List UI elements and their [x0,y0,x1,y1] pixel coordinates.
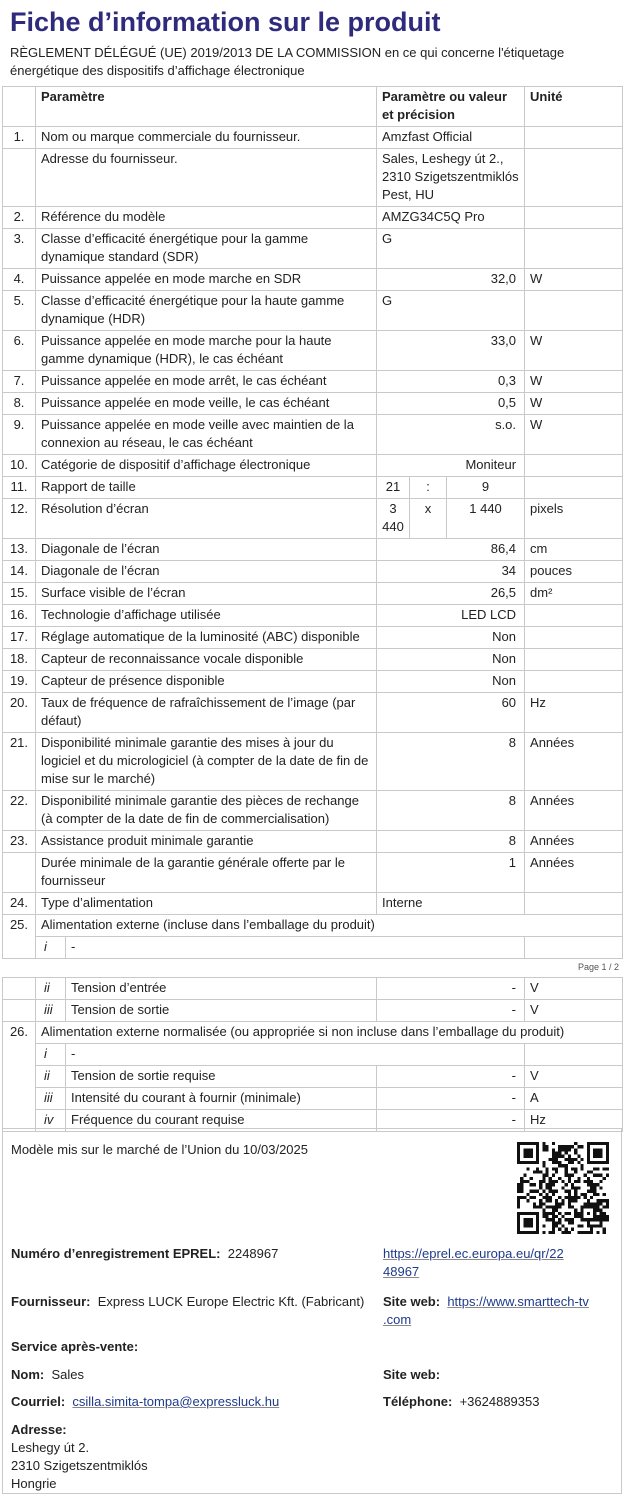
header-num [3,87,36,127]
table-row [3,1088,623,1110]
contact-address [11,1421,148,1493]
row-unit [525,229,623,269]
header-parameter: Paramètre [36,87,377,127]
row-value: 33,0 [377,331,525,371]
row-number: 15. [3,583,36,605]
address-line-2: 2310 Szigetszentmiklós [11,1458,148,1473]
row-number: 19. [3,671,36,693]
row-value: AMZG34C5Q Pro [377,207,525,229]
row-unit: W [525,331,623,371]
contact-phone [383,1393,539,1411]
page-title: Fiche d’information sur le produit [10,7,441,37]
table-row [3,605,623,627]
table-row [3,733,623,791]
row-value: - [377,978,525,1000]
table-row [3,269,623,291]
sub-index: ii [36,978,66,1000]
row-parameter: Disponibilité minimale garantie des mises à jour du logiciel et du micrologiciel (à compter de la date de fin de mise sur le marché) [36,733,377,791]
row-unit [525,1044,623,1066]
table-row [3,853,623,893]
row-unit: Années [525,791,623,831]
row-number: 20. [3,693,36,733]
row-unit [525,605,623,627]
row-unit: dm² [525,583,623,605]
row-parameter: Catégorie de dispositif d’affichage électronique [36,455,377,477]
table-row [3,393,623,415]
page-number: Page 1 / 2 [577,962,619,972]
row-value-b: 9 [447,477,525,499]
row-value: LED LCD [377,605,525,627]
row-number: 8. [3,393,36,415]
row-unit: Hz [525,693,623,733]
row-parameter: Alimentation externe normalisée (ou appropriée si non incluse dans l’emballage du produit) [36,1022,623,1044]
row-number: 5. [3,291,36,331]
row-parameter: Référence du modèle [36,207,377,229]
row-value: G [377,229,525,269]
eprel-label: Numéro d’enregistrement EPREL: [11,1246,221,1261]
row-unit [525,627,623,649]
row-value: Non [377,649,525,671]
power-supply-table [2,977,623,1132]
row-unit: pixels [525,499,623,539]
row-number: 13. [3,539,36,561]
row-value: G [377,291,525,331]
row-parameter: Surface visible de l’écran [36,583,377,605]
row-parameter: Alimentation externe (incluse dans l’emballage du produit) [36,915,623,937]
row-parameter: Diagonale de l’écran [36,539,377,561]
row-number: 6. [3,331,36,371]
row-unit [525,937,623,959]
after-sales-heading [11,1338,138,1356]
row-parameter: Taux de fréquence de rafraîchissement de l’image (par défaut) [36,693,377,733]
table-row [3,229,623,269]
sub-value: - [66,937,525,959]
sub-index: i [36,1044,66,1066]
row-unit: W [525,393,623,415]
address-label: Adresse: [11,1422,67,1437]
eprel-link-line2[interactable]: 48967 [383,1264,420,1279]
market-date: Modèle mis sur le marché de l’Union du 10/03/2025 [11,1142,309,1157]
table-row [3,1044,623,1066]
row-parameter: Durée minimale de la garantie générale offerte par le fournisseur [36,853,377,893]
row-value: 60 [377,693,525,733]
row-value: 8 [377,831,525,853]
table-row [3,915,623,937]
row-number: 9. [3,415,36,455]
supplier-label: Fournisseur: [11,1294,91,1309]
row-parameter: Puissance appelée en mode arrêt, le cas échéant [36,371,377,393]
row-unit [525,477,623,499]
website-link-line1[interactable]: https://www.smarttech-tv [447,1294,589,1309]
table-row [3,455,623,477]
table-row [3,207,623,229]
row-number: 1. [3,127,36,149]
row-value: 8 [377,791,525,831]
row-value: Non [377,627,525,649]
table-row [3,477,623,499]
row-unit: Années [525,853,623,893]
row-number: 3. [3,229,36,269]
table-row [3,693,623,733]
row-unit: W [525,371,623,393]
table-row [3,149,623,207]
sub-index: i [36,937,66,959]
regulation-subtitle: RÈGLEMENT DÉLÉGUÉ (UE) 2019/2013 DE LA COMMISSION en ce qui concerne l'étiquetage énergétique des dispositifs d’affichage électronique [10,45,565,78]
row-parameter: Puissance appelée en mode marche pour la haute gamme dynamique (HDR), le cas échéant [36,331,377,371]
row-parameter: Capteur de présence disponible [36,671,377,693]
website-link-line2[interactable]: .com [383,1312,412,1327]
row-unit: V [525,1066,623,1088]
row-parameter: Capteur de reconnaissance vocale disponible [36,649,377,671]
row-unit: Années [525,831,623,853]
table-header-row [3,87,623,127]
supplier-value: Express LUCK Europe Electric Kft. (Fabricant) [97,1294,365,1309]
row-parameter: Résolution d’écran [36,499,377,539]
eprel-number [11,1245,278,1263]
phone-label: Téléphone: [383,1394,453,1409]
row-number: 23. [3,831,36,853]
row-unit [525,649,623,671]
eprel-link-line1[interactable]: https://eprel.ec.europa.eu/qr/22 [383,1246,564,1261]
row-number: 7. [3,371,36,393]
row-value: - [377,1088,525,1110]
parameters-table [2,86,623,959]
row-parameter: Classe d’efficacité énergétique pour la gamme dynamique standard (SDR) [36,229,377,269]
row-unit [525,291,623,331]
website-label: Site web: [383,1294,441,1309]
address-line-1: Leshegy út 2. [11,1440,90,1455]
row-parameter: Tension de sortie requise [66,1066,377,1088]
table-row [3,791,623,831]
row-unit [525,893,623,915]
row-parameter: Rapport de taille [36,477,377,499]
row-parameter: Nom ou marque commerciale du fournisseur. [36,127,377,149]
table-row [3,499,623,539]
row-number [3,149,36,207]
table-row [3,671,623,693]
table-row [3,649,623,671]
table-row [3,937,623,959]
table-row [3,893,623,915]
row-parameter: Adresse du fournisseur. [36,149,377,207]
row-number: 4. [3,269,36,291]
row-value: 0,3 [377,371,525,393]
row-unit: W [525,269,623,291]
row-value: 34 [377,561,525,583]
row-number: 21. [3,733,36,791]
row-unit [525,127,623,149]
table-row [3,331,623,371]
sub-value: - [66,1044,525,1066]
row-parameter: Tension d’entrée [66,978,377,1000]
sub-index: iii [36,1088,66,1110]
row-value-b: 1 440 [447,499,525,539]
row-value: 0,5 [377,393,525,415]
row-unit [525,207,623,229]
row-unit [525,455,623,477]
table-row [3,831,623,853]
row-number: 2. [3,207,36,229]
row-value: 32,0 [377,269,525,291]
row-number [3,978,36,1000]
row-value: Non [377,671,525,693]
supplier [11,1293,364,1311]
table-row [3,627,623,649]
after-sales-label: Service après-vente: [11,1339,139,1354]
row-parameter: Classe d’efficacité énergétique pour la haute gamme dynamique (HDR) [36,291,377,331]
table-row [3,1022,623,1044]
row-value: - [377,1066,525,1088]
row-number: 24. [3,893,36,915]
row-parameter: Disponibilité minimale garantie des pièces de rechange (à compter de la date de fin de commercialisation) [36,791,377,831]
address-line-3: Hongrie [11,1476,57,1491]
row-unit: Hz [525,1110,623,1132]
row-parameter: Puissance appelée en mode veille avec maintien de la connexion au réseau, le cas échéant [36,415,377,455]
email-link[interactable]: csilla.simita-tompa@expressluck.hu [72,1394,280,1409]
row-parameter: Assistance produit minimale garantie [36,831,377,853]
row-number: 18. [3,649,36,671]
table-row [3,127,623,149]
row-unit: W [525,415,623,455]
qr-code-icon[interactable] [517,1142,609,1234]
website [383,1293,618,1329]
row-parameter: Type d’alimentation [36,893,377,915]
phone-value: +3624889353 [459,1394,540,1409]
contact-name [11,1366,84,1384]
row-value: Moniteur [377,455,525,477]
row-value-sep: x [410,499,447,539]
table-row [3,371,623,393]
row-parameter: Diagonale de l’écran [36,561,377,583]
row-number: 17. [3,627,36,649]
table-row [3,539,623,561]
table-row [3,978,623,1000]
row-unit: V [525,978,623,1000]
row-value: 86,4 [377,539,525,561]
sub-index: iii [36,1000,66,1022]
row-unit: V [525,1000,623,1022]
contact-email [11,1393,279,1411]
eprel-value: 2248967 [227,1246,279,1261]
row-value: Sales, Leshegy út 2., 2310 Szigetszentmiklós Pest, HU [377,149,525,207]
row-parameter: Technologie d’affichage utilisée [36,605,377,627]
row-parameter: Intensité du courant à fournir (minimale) [66,1088,377,1110]
name-value: Sales [51,1367,84,1382]
row-unit: A [525,1088,623,1110]
table-row [3,291,623,331]
row-value: Amzfast Official [377,127,525,149]
row-number: 11. [3,477,36,499]
product-registration-panel [2,1128,622,1494]
row-number [3,1000,36,1022]
row-value-a: 21 [377,477,410,499]
table-row [3,415,623,455]
row-unit [525,671,623,693]
row-value: Interne [377,893,525,915]
row-number: 14. [3,561,36,583]
row-parameter: Puissance appelée en mode marche en SDR [36,269,377,291]
row-value: - [377,1000,525,1022]
table-row [3,1000,623,1022]
row-value: - [377,1110,525,1132]
header-value: Paramètre ou valeur et précision [377,87,525,127]
row-value-a: 3 440 [377,499,410,539]
row-unit [525,149,623,207]
eprel-link[interactable] [383,1245,603,1281]
row-value-sep: : [410,477,447,499]
row-number: 26. [3,1022,36,1132]
email-label: Courriel: [11,1394,66,1409]
row-unit: Années [525,733,623,791]
row-parameter: Fréquence du courant requise [66,1110,377,1132]
row-unit: cm [525,539,623,561]
row-value: 26,5 [377,583,525,605]
row-number [3,853,36,893]
table-row [3,583,623,605]
contact-website [383,1366,440,1384]
row-parameter: Puissance appelée en mode veille, le cas échéant [36,393,377,415]
header-unit: Unité [525,87,623,127]
sub-index: ii [36,1066,66,1088]
row-value: 1 [377,853,525,893]
row-unit: pouces [525,561,623,583]
row-parameter: Tension de sortie [66,1000,377,1022]
row-parameter: Réglage automatique de la luminosité (ABC) disponible [36,627,377,649]
row-number: 10. [3,455,36,477]
table-row [3,561,623,583]
row-number: 16. [3,605,36,627]
sub-index: iv [36,1110,66,1132]
row-value: 8 [377,733,525,791]
row-number: 22. [3,791,36,831]
website2-label: Site web: [383,1367,441,1382]
row-value: s.o. [377,415,525,455]
row-number: 12. [3,499,36,539]
name-label: Nom: [11,1367,45,1382]
table-row [3,1066,623,1088]
row-number: 25. [3,915,36,959]
